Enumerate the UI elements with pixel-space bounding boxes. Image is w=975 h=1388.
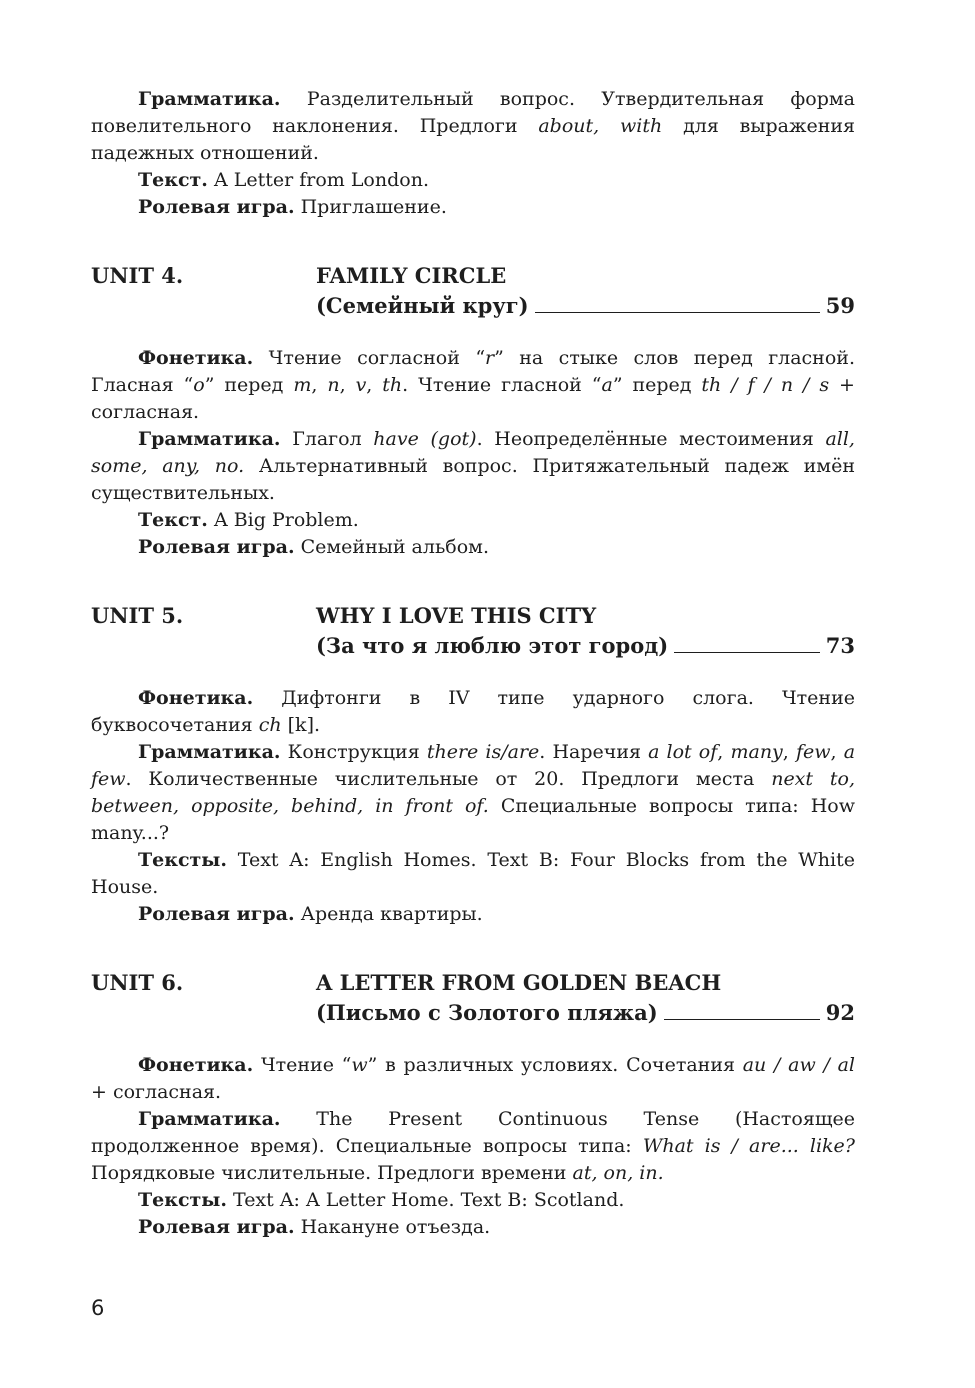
grammar-paragraph: [91, 426, 855, 507]
italic-run: there is/are: [426, 741, 540, 763]
text-run: ,: [339, 374, 356, 396]
grammar-label: Грамматика.: [138, 1108, 281, 1130]
texts-value: Text A: A Letter Home. Text B: Scotland.: [226, 1189, 625, 1211]
italic-run: What is / are... like?: [642, 1135, 855, 1157]
italic-run: au / aw / al: [742, 1054, 855, 1076]
grammar-italic: about, with: [538, 115, 663, 137]
role-play-paragraph: [91, 194, 855, 221]
page-number: 6: [91, 1296, 105, 1320]
unit-subtitle-row: [316, 998, 855, 1028]
italic-run: r: [485, 347, 495, 369]
role-play-value: Семейный альбом.: [294, 536, 489, 558]
text-run: Альтернативный вопрос. Притяжательный падеж имён существительных.: [91, 455, 855, 504]
text-label: Текст.: [138, 509, 208, 531]
text-run: ” перед: [204, 374, 294, 396]
text-run: . Чтение гласной “: [402, 374, 602, 396]
italic-run: few: [795, 741, 831, 763]
unit-subtitle-row: [316, 291, 855, 321]
grammar-paragraph: [91, 86, 855, 167]
text-run: [k].: [281, 714, 321, 736]
texts-label: Тексты.: [138, 849, 227, 871]
phonetics-label: Фонетика.: [138, 1054, 254, 1076]
text-paragraph: [91, 167, 855, 194]
italic-run: th: [382, 374, 403, 396]
unit-4-content: [91, 345, 855, 561]
role-play-paragraph: [91, 534, 855, 561]
text-run: ” в различных условиях. Сочетания: [367, 1054, 743, 1076]
text-label: Текст.: [138, 169, 208, 191]
grammar-text: Разделительный вопрос. Утвердительная форма повелительного наклонения. Предлоги: [91, 88, 855, 137]
role-play-value: Накануне отъезда.: [294, 1216, 491, 1238]
unit-3-continuation: [91, 86, 855, 221]
unit-4-heading: [91, 261, 855, 321]
texts-paragraph: [91, 1187, 855, 1214]
dot-leader: [535, 292, 820, 313]
unit-number: UNIT 4.: [91, 263, 184, 288]
grammar-label: Грамматика.: [138, 428, 281, 450]
text-run: + согласная.: [91, 1081, 222, 1103]
role-play-label: Ролевая игра.: [138, 1216, 295, 1238]
text-paragraph: [91, 507, 855, 534]
unit-subtitle: (За что я люблю этот город): [316, 633, 669, 658]
phonetics-paragraph: [91, 1052, 855, 1106]
unit-subtitle-row: [316, 631, 855, 661]
unit-subtitle: (Семейный круг): [316, 293, 529, 318]
text-run: Дифтонги в IV типе ударного слога. Чтение буквосочетания: [91, 687, 855, 736]
text-run: Глагол: [280, 428, 374, 450]
unit-number: UNIT 5.: [91, 603, 184, 628]
role-play-value: Аренда квартиры.: [294, 903, 483, 925]
italic-run: many: [730, 741, 783, 763]
text-run: ” перед: [612, 374, 702, 396]
unit-6-content: [91, 1052, 855, 1241]
text-run: Конструкция: [280, 741, 427, 763]
text-run: Чтение “: [253, 1054, 352, 1076]
text-run: . Количественные числительные от 20. Предлоги места: [125, 768, 772, 790]
role-play-paragraph: [91, 1214, 855, 1241]
text-run: ,: [311, 374, 328, 396]
dot-leader: [674, 632, 820, 653]
text-run: ,: [830, 741, 844, 763]
phonetics-paragraph: [91, 685, 855, 739]
unit-number: UNIT 6.: [91, 970, 184, 995]
role-play-label: Ролевая игра.: [138, 536, 295, 558]
role-play-label: Ролевая игра.: [138, 196, 295, 218]
italic-run: at, on, in.: [572, 1162, 664, 1184]
italic-run: all, some, any, no.: [91, 428, 855, 477]
text-run: The Present Continuous Tense (Настоящее продолженное время). Специальные вопросы типа:: [91, 1108, 855, 1157]
role-play-label: Ролевая игра.: [138, 903, 295, 925]
italic-run: v: [355, 374, 367, 396]
grammar-text: для выражения падежных отношений.: [91, 115, 856, 164]
unit-5-content: [91, 685, 855, 928]
text-run: . Неопределённые местоимения: [476, 428, 826, 450]
grammar-paragraph: [91, 1106, 855, 1187]
document-page: [91, 86, 855, 1241]
italic-run: m: [293, 374, 312, 396]
phonetics-paragraph: [91, 345, 855, 426]
text-run: ,: [366, 374, 383, 396]
text-value: A Letter from London.: [207, 169, 429, 191]
dot-leader: [664, 999, 820, 1020]
role-play-paragraph: [91, 901, 855, 928]
texts-value: Text A: English Homes. Text B: Four Blocks from the White House.: [91, 849, 855, 898]
italic-run: n: [327, 374, 340, 396]
italic-run: a lot of: [648, 741, 718, 763]
unit-title: FAMILY CIRCLE: [316, 263, 507, 288]
text-run: + согласная.: [91, 374, 855, 423]
text-run: Чтение согласной “: [253, 347, 486, 369]
italic-run: o: [193, 374, 205, 396]
italic-run: have (got): [373, 428, 477, 450]
texts-paragraph: [91, 847, 855, 901]
italic-run: w: [351, 1054, 368, 1076]
unit-title: A LETTER FROM GOLDEN BEACH: [316, 970, 722, 995]
unit-subtitle: (Письмо с Золотого пляжа): [316, 1000, 658, 1025]
text-run: Порядковые числительные. Предлоги времени: [91, 1162, 573, 1184]
unit-page-number[interactable]: 92: [825, 1000, 855, 1025]
grammar-label: Грамматика.: [138, 88, 281, 110]
italic-run: a: [601, 374, 613, 396]
unit-page-number[interactable]: 73: [825, 633, 855, 658]
italic-run: th / f / n / s: [701, 374, 830, 396]
phonetics-label: Фонетика.: [138, 687, 254, 709]
text-run: . Наречия: [539, 741, 649, 763]
texts-label: Тексты.: [138, 1189, 227, 1211]
phonetics-label: Фонетика.: [138, 347, 254, 369]
unit-5-heading: [91, 601, 855, 661]
text-run: Специальные вопросы типа: How many...?: [91, 795, 855, 844]
italic-run: a few: [91, 741, 856, 790]
grammar-label: Грамматика.: [138, 741, 281, 763]
unit-title: WHY I LOVE THIS CITY: [316, 603, 597, 628]
text-run: ” на стыке слов перед гласной. Гласная “: [91, 347, 855, 396]
italic-run: ch: [258, 714, 282, 736]
text-run: ,: [717, 741, 731, 763]
unit-page-number[interactable]: 59: [825, 293, 855, 318]
unit-6-heading: [91, 968, 855, 1028]
text-run: ,: [782, 741, 796, 763]
role-play-value: Приглашение.: [294, 196, 447, 218]
grammar-paragraph: [91, 739, 855, 847]
text-value: A Big Problem.: [207, 509, 359, 531]
italic-run: next to, between, opposite, behind, in front of.: [91, 768, 855, 817]
